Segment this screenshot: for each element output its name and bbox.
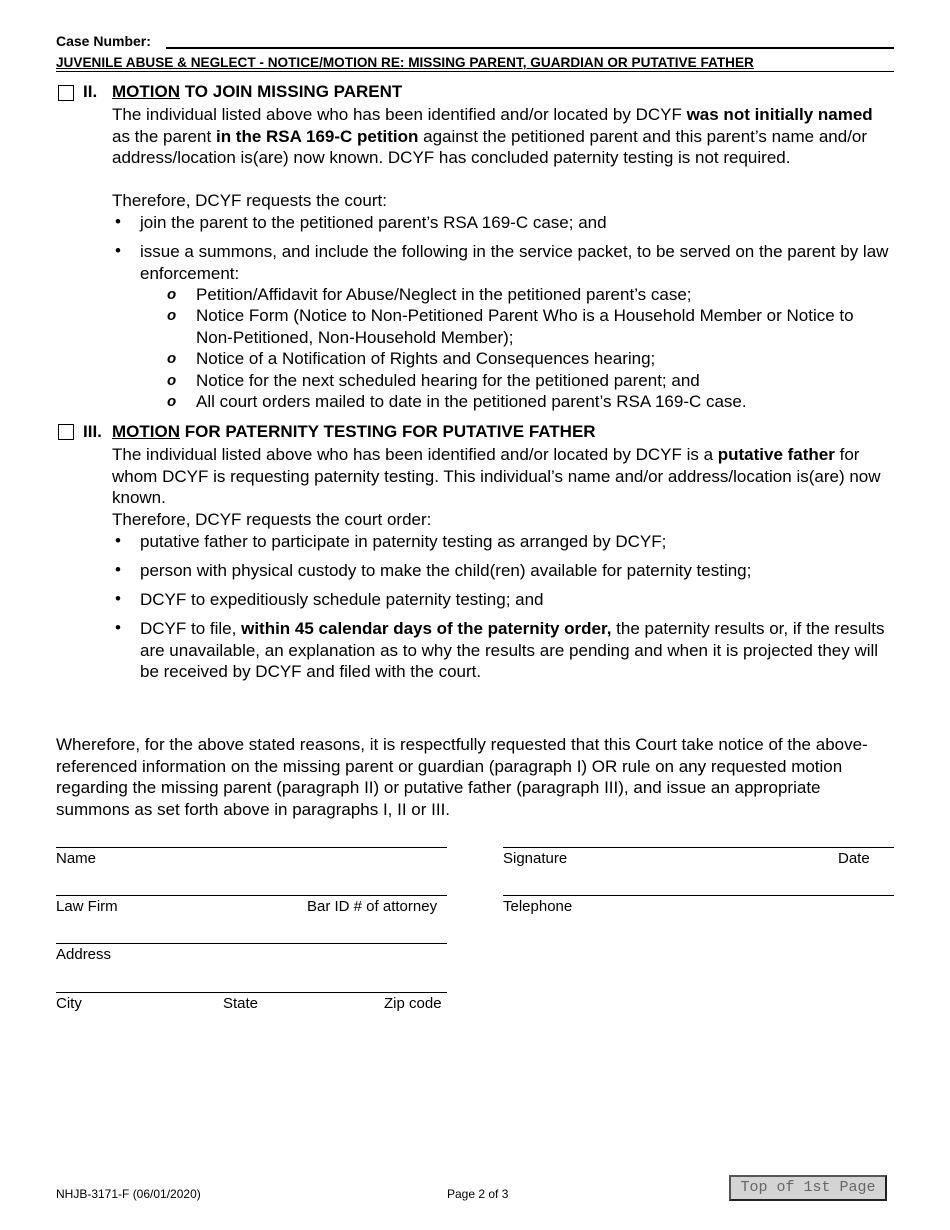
sub-item: Petition/Affidavit for Abuse/Neglect in the petitioned parent’s case; <box>196 285 692 304</box>
intro-text: for whom DCYF is requesting paternity testing. This individual’s name and/or address/location is(are) now known. <box>112 445 881 507</box>
form-title: JUVENILE ABUSE & NEGLECT - NOTICE/MOTION RE: MISSING PARENT, GUARDIAN OR PUTATIVE FATHER <box>56 55 754 70</box>
sub-marker: o <box>167 307 177 324</box>
intro-text: The individual listed above who has been identified and/or located by DCYF <box>112 105 687 124</box>
date-label: Date <box>838 850 870 867</box>
name-line[interactable] <box>56 847 447 848</box>
section-3-heading-motion: MOTION <box>112 422 180 441</box>
city-line[interactable] <box>56 992 447 993</box>
section-3-intro <box>112 444 890 509</box>
intro-bold: putative father <box>717 445 835 464</box>
section-3-bullet: person with physical custody to make the child(ren) available for paternity testing; <box>140 561 752 580</box>
page-number: Page 2 of 3 <box>447 1187 509 1201</box>
intro-text: as the parent <box>112 126 216 146</box>
law-firm-line[interactable] <box>56 895 447 896</box>
city-label: City <box>56 995 82 1012</box>
bar-id-label: Bar ID # of attorney <box>307 898 438 915</box>
sub-item: Notice for the next scheduled hearing for the petitioned parent; and <box>196 371 700 390</box>
address-line[interactable] <box>56 943 447 944</box>
section-3-therefore: Therefore, DCYF requests the court order: <box>112 510 432 529</box>
intro-text: The individual listed above who has been identified and/or located by DCYF is a <box>112 445 718 464</box>
section-3-bullet: DCYF to expeditiously schedule paternity testing; and <box>140 590 544 609</box>
bullet-marker: • <box>115 212 121 231</box>
title-divider <box>56 71 894 72</box>
intro-bold: in the RSA 169-C petition <box>215 126 419 146</box>
section-2-bullet: join the parent to the petitioned parent’s RSA 169-C case; and <box>140 213 607 232</box>
bullet-marker: • <box>115 589 121 608</box>
section-3-heading <box>112 422 596 442</box>
name-label: Name <box>56 850 97 867</box>
section-3-number: III. <box>83 422 102 441</box>
sub-item: All court orders mailed to date in the petitioned parent’s RSA 169-C case. <box>196 392 747 411</box>
sub-marker: o <box>167 350 177 367</box>
section-3-checkbox[interactable] <box>58 424 74 440</box>
law-firm-label: Law Firm <box>56 898 118 915</box>
section-2-intro <box>112 104 890 169</box>
wherefore-paragraph: Wherefore, for the above stated reasons, it is respectfully requested that this Court take notice of the above-referenced information on the missing parent or guardian (paragraph I) OR rule on any requested motion regarding the missing parent (paragraph II) or putative father (paragraph III), and issue an appropriate summons as set forth above in paragraphs I, II or III. <box>56 735 868 819</box>
bullet-marker: • <box>115 618 121 637</box>
signature-label: Signature <box>503 850 568 867</box>
intro-text: against the petitioned parent and this parent’s name and/or address/location is(are) now known. DCYF has concluded paternity testing is not required. <box>112 126 868 167</box>
top-of-first-page-button[interactable]: Top of 1st Page <box>729 1175 887 1201</box>
address-label: Address <box>56 946 112 963</box>
sub-marker: o <box>167 286 177 303</box>
signature-line[interactable] <box>503 847 894 848</box>
telephone-line[interactable] <box>503 895 894 896</box>
section-2-checkbox[interactable] <box>58 85 74 101</box>
section-2-heading-rest: TO JOIN MISSING PARENT <box>180 82 403 101</box>
state-label: State <box>223 995 259 1012</box>
case-number-label: Case Number: <box>56 33 151 49</box>
bullet-marker: • <box>115 560 121 579</box>
form-id: NHJB-3171-F (06/01/2020) <box>56 1187 201 1201</box>
section-3-heading-rest: FOR PATERNITY TESTING FOR PUTATIVE FATHER <box>180 422 596 441</box>
section-2-bullet: issue a summons, and include the following in the service packet, to be served on the parent by law enforcement: <box>140 242 889 283</box>
section-2-therefore: Therefore, DCYF requests the court: <box>112 191 387 210</box>
case-number-field[interactable] <box>166 47 894 49</box>
bullet-text: the paternity results or, if the results are unavailable, an explanation as to why the results are pending and when it is projected they will be received by DCYF and filed with the court. <box>140 619 885 681</box>
sub-item: Notice of a Notification of Rights and Consequences hearing; <box>196 349 656 368</box>
sub-item: Notice Form (Notice to Non-Petitioned Parent Who is a Household Member or Notice to Non-Petitioned, Non-Household Member); <box>196 306 854 347</box>
bullet-bold: within 45 calendar days of the paternity order, <box>241 619 612 638</box>
bullet-marker: • <box>115 531 121 550</box>
sub-marker: o <box>167 393 177 410</box>
bullet-marker: • <box>115 241 121 260</box>
section-3-bullet: putative father to participate in paternity testing as arranged by DCYF; <box>140 532 667 551</box>
section-2-number: II. <box>83 82 98 101</box>
sub-marker: o <box>167 372 177 389</box>
intro-bold: was not initially named <box>686 105 873 124</box>
bullet-text: DCYF to file, <box>140 619 242 638</box>
section-3-bullet-filing <box>140 618 892 683</box>
section-2-heading-motion: MOTION <box>112 82 180 101</box>
telephone-label: Telephone <box>503 898 573 915</box>
section-2-heading <box>112 82 402 102</box>
zip-label: Zip code <box>384 995 442 1012</box>
